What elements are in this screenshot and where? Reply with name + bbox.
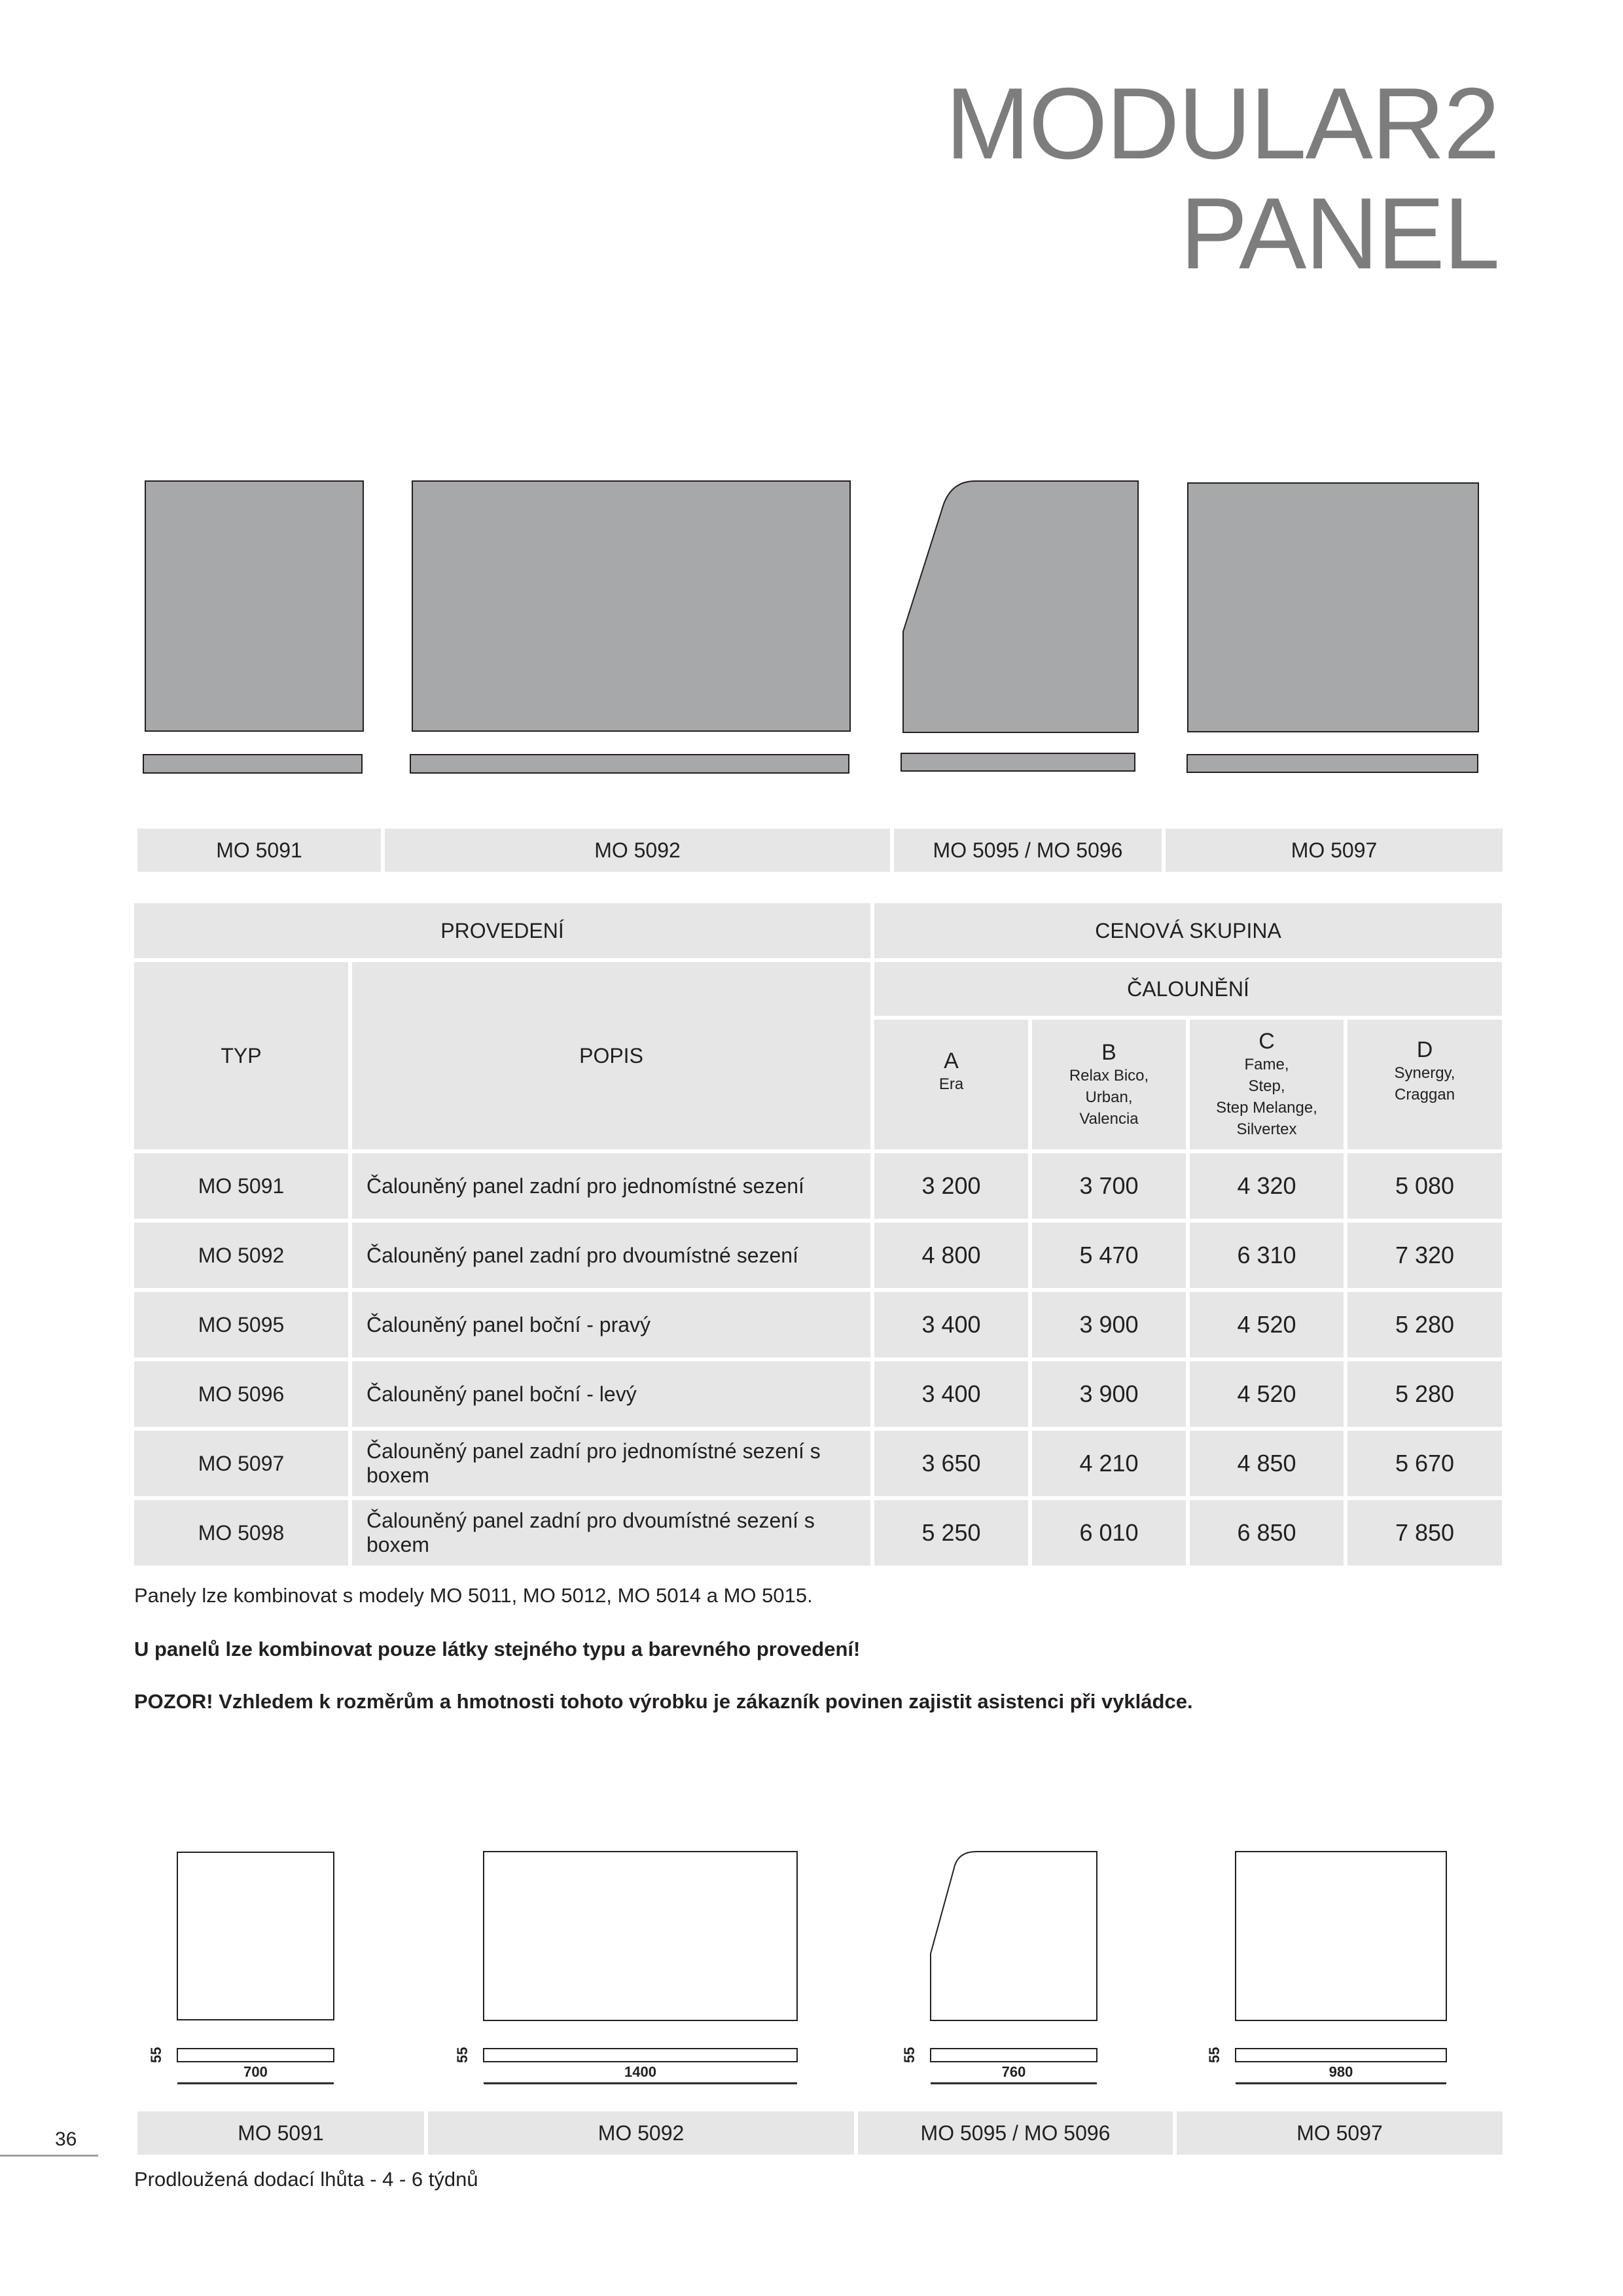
row-price-d: 5 280 <box>1347 1292 1502 1357</box>
table-row <box>134 1223 1502 1288</box>
row-typ: MO 5098 <box>134 1500 348 1566</box>
row-price-d: 5 280 <box>1347 1361 1502 1427</box>
bottom-label-mo5097: MO 5097 <box>1177 2111 1503 2155</box>
label-mo5095-5096: MO 5095 / MO 5096 <box>894 829 1162 872</box>
row-price-c: 6 310 <box>1190 1223 1344 1288</box>
bottom-label-mo5091: MO 5091 <box>137 2111 424 2155</box>
panel-mo5095-top <box>901 753 1135 771</box>
row-price-c: 6 850 <box>1190 1500 1344 1566</box>
price-group-d: D Synergy, Craggan <box>1347 1020 1502 1149</box>
header-cenova-skupina: CENOVÁ SKUPINA <box>874 903 1502 958</box>
drawing-mo5097-top <box>1236 2049 1446 2062</box>
note-pozor: POZOR! Vzhledem k rozměrům a hmotnosti tohoto výrobku je zákazník povinen zajistit asistenci při vykládce. <box>134 1690 1193 1713</box>
title-line-1: MODULAR2 <box>945 67 1499 180</box>
row-typ: MO 5097 <box>134 1431 348 1496</box>
note-fabric-warning: U panelů lze kombinovat pouze látky stejného typu a barevného provedení! <box>134 1638 861 1660</box>
drawing-mo5092-front <box>484 1852 797 2020</box>
row-price-c: 4 850 <box>1190 1431 1344 1496</box>
delivery-note: Prodloužená dodací lhůta - 4 - 6 týdnů <box>134 2168 478 2191</box>
depth-label-mo5092: 55 <box>454 2047 471 2063</box>
price-group-b: B Relax Bico, Urban, Valencia <box>1032 1020 1186 1149</box>
row-price-b: 4 210 <box>1032 1431 1186 1496</box>
row-price-d: 5 080 <box>1347 1153 1502 1219</box>
header-popis: POPIS <box>352 962 870 1149</box>
row-price-c: 4 520 <box>1190 1361 1344 1427</box>
drawing-mo5095-front <box>931 1852 1097 2020</box>
price-group-c: C Fame, Step, Step Melange, Silvertex <box>1190 1020 1344 1149</box>
row-price-a: 3 400 <box>874 1361 1028 1427</box>
drawing-mo5091-top <box>177 2049 334 2062</box>
panel-mo5092-image <box>412 481 850 731</box>
row-typ: MO 5092 <box>134 1223 348 1288</box>
panel-mo5097-top <box>1187 755 1478 772</box>
panel-mo5091-image <box>145 481 363 731</box>
panel-mo5091-top <box>143 755 362 773</box>
table-row <box>134 1361 1502 1427</box>
drawing-mo5097-front <box>1236 1852 1446 2020</box>
row-price-d: 7 850 <box>1347 1500 1502 1566</box>
row-typ: MO 5091 <box>134 1153 348 1219</box>
row-price-b: 6 010 <box>1032 1500 1186 1566</box>
panel-illustrations <box>0 0 1623 818</box>
panel-mo5092-top <box>410 755 849 773</box>
note-combine: Panely lze kombinovat s modely MO 5011, MO 5012, MO 5014 a MO 5015. <box>134 1584 813 1607</box>
price-table <box>130 899 1506 1570</box>
depth-label-mo5097: 55 <box>1206 2047 1222 2063</box>
label-mo5097: MO 5097 <box>1166 829 1503 872</box>
width-label-mo5097: 980 <box>1329 2064 1353 2080</box>
drawing-mo5092-top <box>484 2049 797 2062</box>
row-price-d: 5 670 <box>1347 1431 1502 1496</box>
table-row <box>134 1431 1502 1496</box>
row-price-b: 5 470 <box>1032 1223 1186 1288</box>
table-row <box>134 1500 1502 1566</box>
label-mo5092: MO 5092 <box>385 829 890 872</box>
row-typ: MO 5096 <box>134 1361 348 1427</box>
bottom-label-mo5095-5096: MO 5095 / MO 5096 <box>858 2111 1173 2155</box>
header-calouneni: ČALOUNĚNÍ <box>874 962 1502 1016</box>
width-label-mo5092: 1400 <box>624 2064 656 2080</box>
width-label-mo5091: 700 <box>243 2064 268 2080</box>
row-price-a: 5 250 <box>874 1500 1028 1566</box>
row-typ: MO 5095 <box>134 1292 348 1357</box>
row-price-d: 7 320 <box>1347 1223 1502 1288</box>
bottom-label-mo5092: MO 5092 <box>428 2111 854 2155</box>
row-price-a: 3 400 <box>874 1292 1028 1357</box>
header-typ: TYP <box>134 962 348 1149</box>
row-price-b: 3 900 <box>1032 1292 1186 1357</box>
row-popis: Čalouněný panel boční - pravý <box>352 1292 870 1357</box>
price-group-a: A Era <box>874 1020 1028 1149</box>
table-row <box>134 1153 1502 1219</box>
table-row <box>134 1292 1502 1357</box>
panel-mo5097-image <box>1188 483 1478 732</box>
row-popis: Čalouněný panel zadní pro jednomístné sezení <box>352 1153 870 1219</box>
row-popis: Čalouněný panel zadní pro dvoumístné sezení s boxem <box>352 1500 870 1566</box>
drawing-mo5091-front <box>177 1852 334 2020</box>
panel-mo5095-image <box>903 481 1138 732</box>
row-popis: Čalouněný panel boční - levý <box>352 1361 870 1427</box>
drawing-mo5095-top <box>931 2049 1097 2062</box>
label-mo5091: MO 5091 <box>137 829 381 872</box>
row-price-b: 3 900 <box>1032 1361 1186 1427</box>
header-provedeni: PROVEDENÍ <box>134 903 870 958</box>
row-price-c: 4 520 <box>1190 1292 1344 1357</box>
row-price-b: 3 700 <box>1032 1153 1186 1219</box>
row-price-a: 3 650 <box>874 1431 1028 1496</box>
row-price-c: 4 320 <box>1190 1153 1344 1219</box>
row-price-a: 4 800 <box>874 1223 1028 1288</box>
depth-label-mo5095: 55 <box>901 2047 918 2063</box>
row-popis: Čalouněný panel zadní pro dvoumístné sezení <box>352 1223 870 1288</box>
width-label-mo5095: 760 <box>1001 2064 1026 2080</box>
row-popis: Čalouněný panel zadní pro jednomístné sezení s boxem <box>352 1431 870 1496</box>
page-number-rule <box>0 2155 98 2157</box>
page-number: 36 <box>55 2128 77 2150</box>
title-line-2: PANEL <box>1180 177 1499 290</box>
row-price-a: 3 200 <box>874 1153 1028 1219</box>
depth-label-mo5091: 55 <box>148 2047 164 2063</box>
